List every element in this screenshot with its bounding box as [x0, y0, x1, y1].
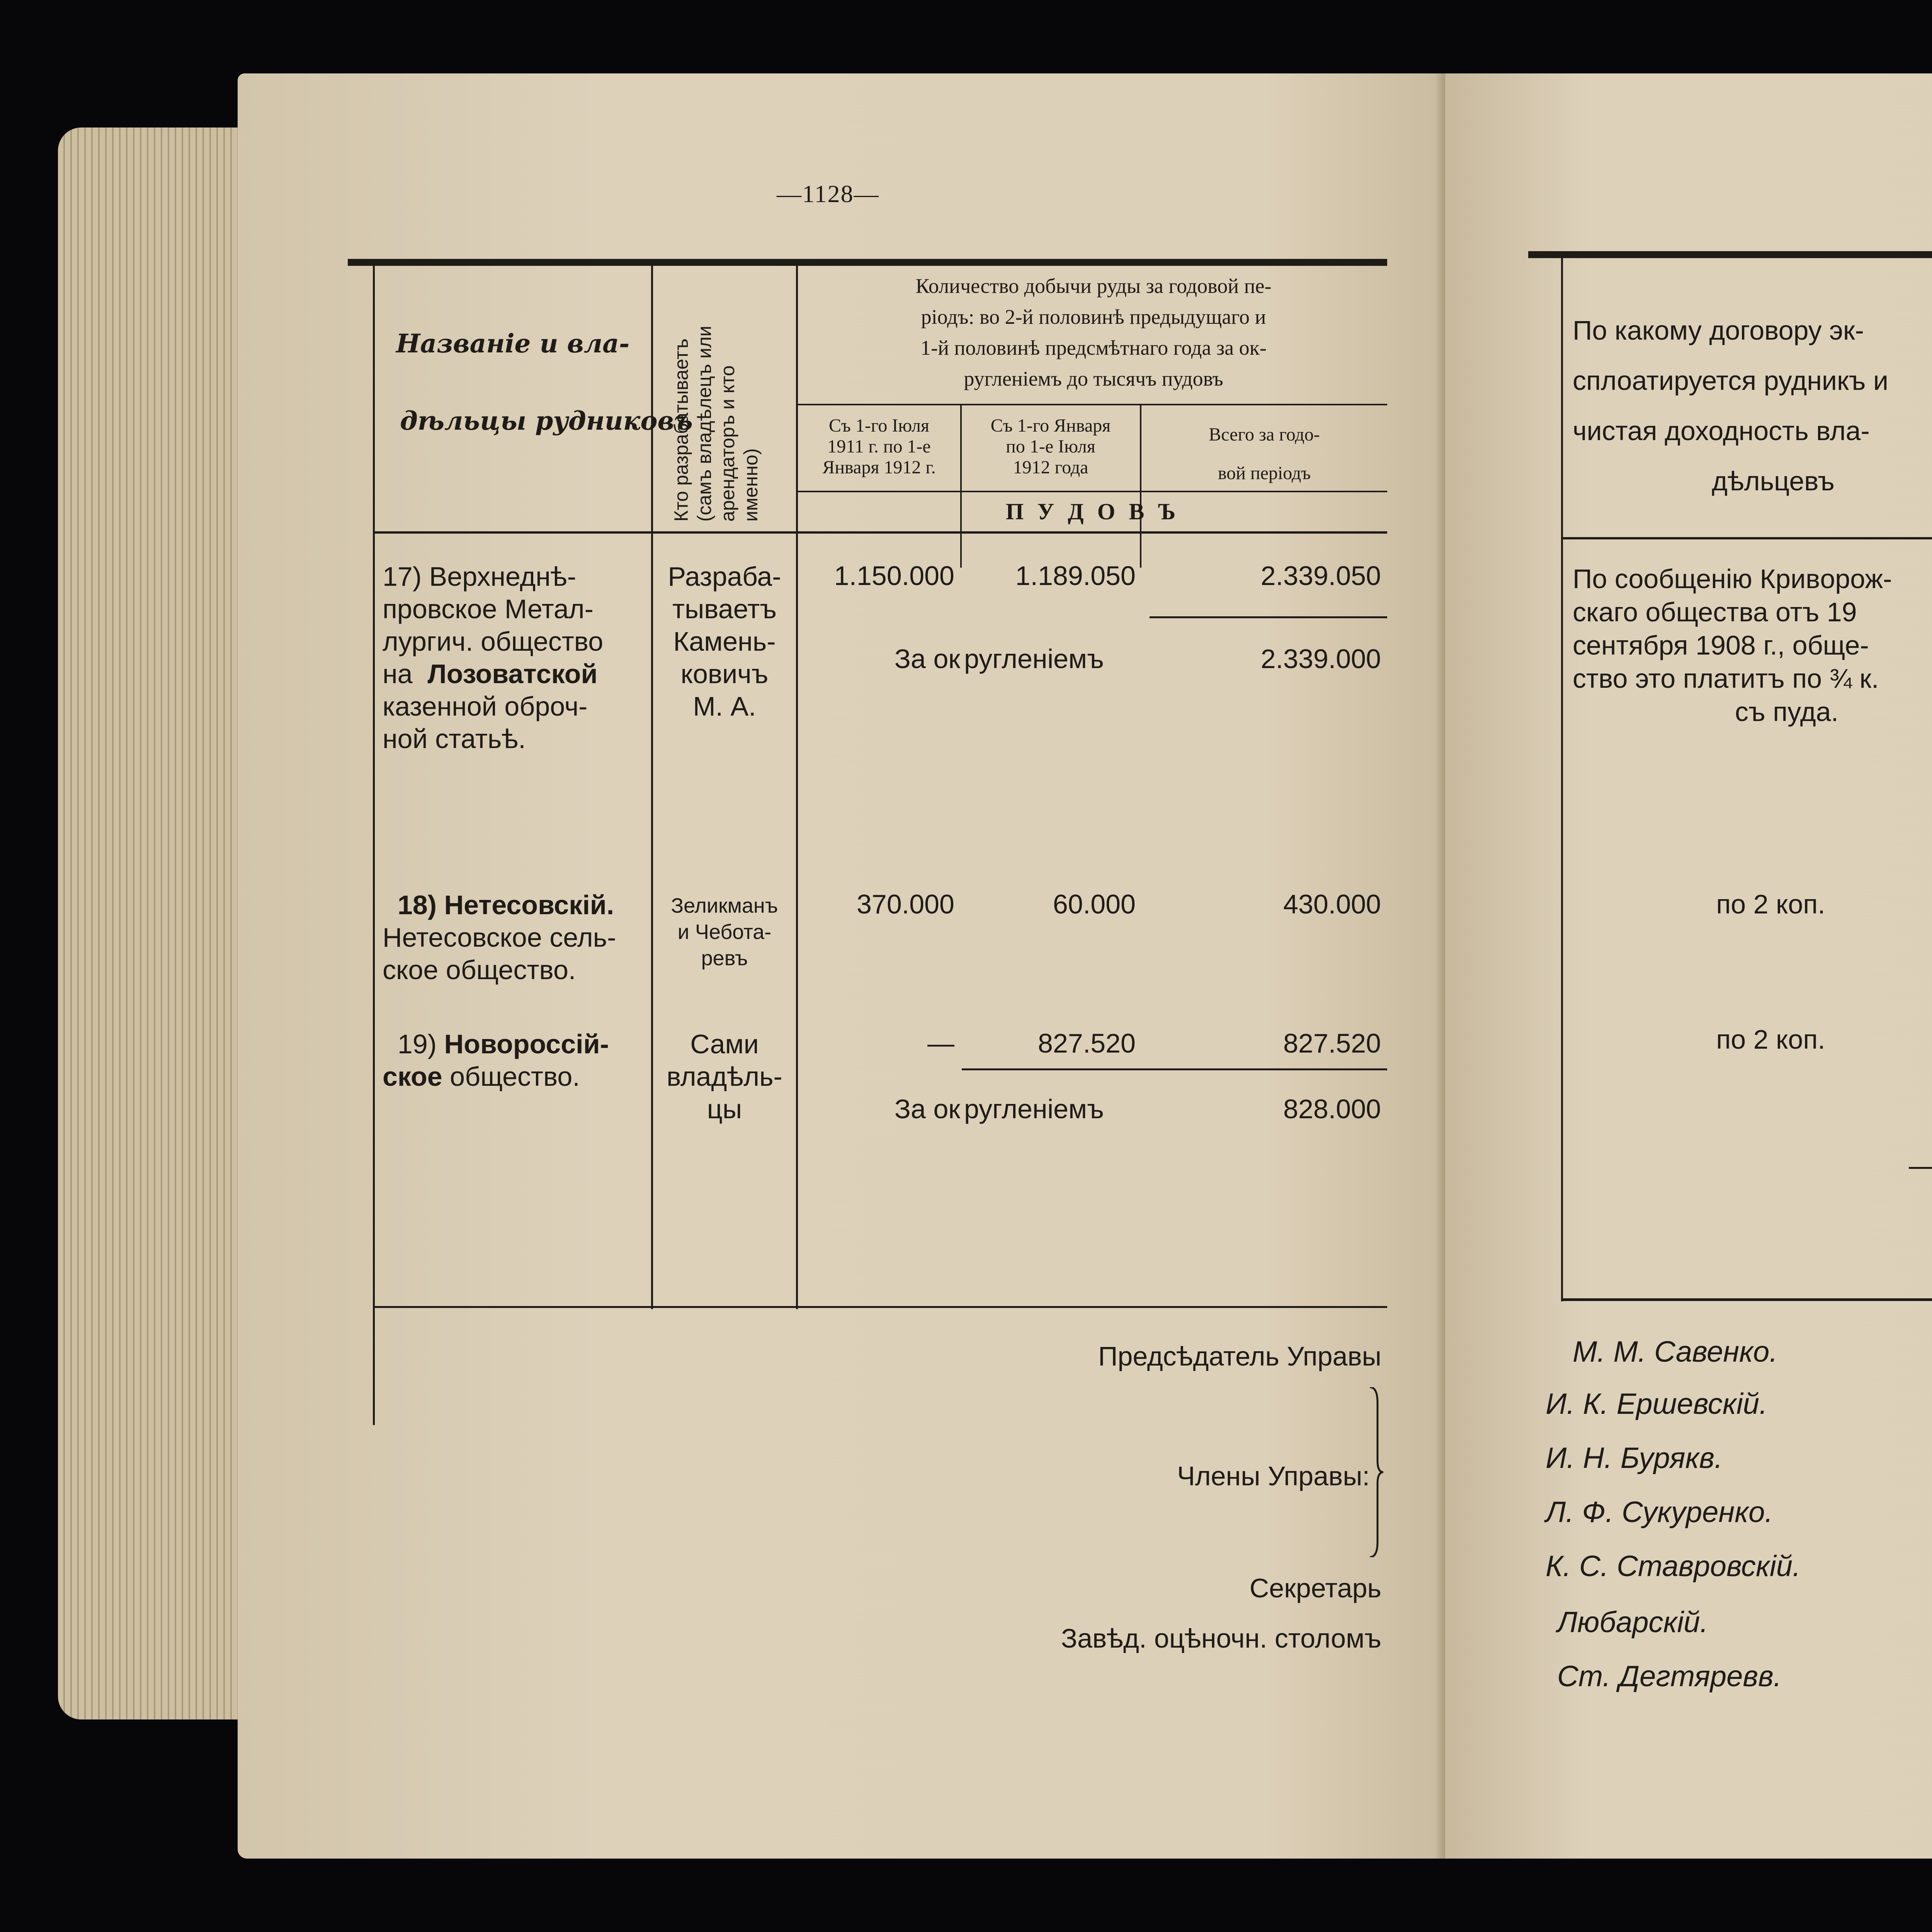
- page-number-left: —1128—: [777, 180, 879, 207]
- signature-4: Л. Ф. Сукуренко.: [1546, 1496, 1773, 1529]
- row17-name: 17) Верхнеднѣ- провское Метал- лургич. общество на Лозоватской казенной оброч- ной статьѣ.: [383, 561, 604, 754]
- row19-v1: —: [927, 1028, 954, 1058]
- row18-v1: 370.000: [856, 889, 954, 919]
- row19-v3: 827.520: [1283, 1028, 1381, 1058]
- row19-v2: 827.520: [1037, 1028, 1136, 1058]
- row19-round-a: За ок: [894, 1094, 960, 1124]
- left-page-edges: [58, 128, 243, 1719]
- header-who-vertical: Кто разрабатываетъ (самъ владѣлецъ или арендаторъ и кто именно): [670, 326, 762, 522]
- sig-title-chairman: Предсѣдатель Управы: [1098, 1341, 1381, 1371]
- header-sub1: Съ 1-го Іюля 1911 г. по 1-е Января 1912 г.: [822, 415, 936, 478]
- right-table-bottom: [1561, 1298, 1932, 1301]
- sig-title-members: Члены Управы:: [1177, 1461, 1370, 1491]
- signature-5: К. С. Ставровскій.: [1546, 1550, 1801, 1583]
- row19-round-b: ругленіемъ: [964, 1094, 1104, 1124]
- signature-2: И. К. Ершевскій.: [1546, 1388, 1768, 1420]
- members-brace-icon: [1366, 1387, 1385, 1557]
- row18-v3: 430.000: [1283, 889, 1381, 919]
- row19-name: 19) Новороссій- ское общество.: [383, 1029, 609, 1092]
- row18-v2: 60.000: [1053, 889, 1136, 919]
- header-bottom-rule: [375, 531, 1387, 534]
- right-left-border: [1561, 258, 1563, 1301]
- qty-sub-rule: [798, 404, 1387, 405]
- header-contract: По какому договору эк- сплоатируется рудникъ и чистая доходность вла- дѣльцевъ: [1573, 315, 1888, 496]
- left-page: [238, 73, 1445, 1859]
- row17-v3: 2.339.050: [1260, 561, 1381, 591]
- signature-1: М. М. Савенко.: [1573, 1335, 1778, 1368]
- header-sub2: Съ 1-го Января по 1-е Іюля 1912 года: [990, 415, 1111, 478]
- row18-name: 18) Нетесовскій. Нетесовское сель- ское общество.: [383, 890, 616, 985]
- header-qty: Количество добычи руды за годовой пе- ріодъ: во 2-й половинѣ предыдущаго и 1-й половинѣ предсмѣтнаго года за ок- ругленіемъ до тысячъ пудовъ: [915, 274, 1272, 390]
- row17-sum-rule: [1150, 616, 1387, 618]
- right-row2-contract: по 2 коп.: [1716, 889, 1825, 919]
- row17-v2: 1.189.050: [1015, 561, 1136, 591]
- top-rule: [348, 259, 1387, 266]
- row17-round-b: ругленіемъ: [964, 644, 1104, 674]
- row17-round-a: За ок: [894, 644, 960, 674]
- header-unit: П У Д О В Ъ: [1005, 499, 1180, 524]
- signature-6: Любарскій.: [1557, 1606, 1708, 1639]
- table-bottom-rule: [373, 1306, 1387, 1308]
- row17-who: Разраба- тываетъ Камень- ковичъ М. А.: [668, 561, 781, 721]
- header-name-line2: дѣльцы рудниковъ: [400, 406, 693, 436]
- right-row3-contract: по 2 коп.: [1716, 1024, 1825, 1054]
- row18-who: Зеликманъ и Чебота- ревъ: [671, 894, 778, 970]
- left-border: [373, 266, 375, 1425]
- row17-round-total: 2.339.000: [1260, 644, 1381, 674]
- row19-who: Сами владѣль- цы: [667, 1029, 782, 1124]
- row19-sum-rule: [962, 1068, 1387, 1070]
- top-rule-right: [1528, 251, 1932, 258]
- row17-v1: 1.150.000: [834, 561, 954, 591]
- header-sub3: Всего за годо- вой періодъ: [1209, 424, 1320, 483]
- header-name-line1: Названіе и вла-: [396, 328, 630, 359]
- right-page: [1445, 73, 1932, 1859]
- signature-7: Ст. Дегтяревв.: [1557, 1660, 1782, 1693]
- right-row1-contract: По сообщенію Кривoрож- скаго общества отъ 19 сентября 1908 г., обще- ство это платитъ по ¾ к. съ пуда.: [1573, 564, 1892, 727]
- right-header-bottom: [1563, 537, 1932, 539]
- row19-round-total: 828.000: [1283, 1094, 1381, 1124]
- sig-title-head: Завѣд. оцѣночн. столомъ: [1061, 1623, 1381, 1653]
- signature-3: И. Н. Бурякв.: [1546, 1442, 1723, 1475]
- sig-title-secretary: Секретарь: [1249, 1573, 1381, 1603]
- totals-rule: [1909, 1167, 1932, 1169]
